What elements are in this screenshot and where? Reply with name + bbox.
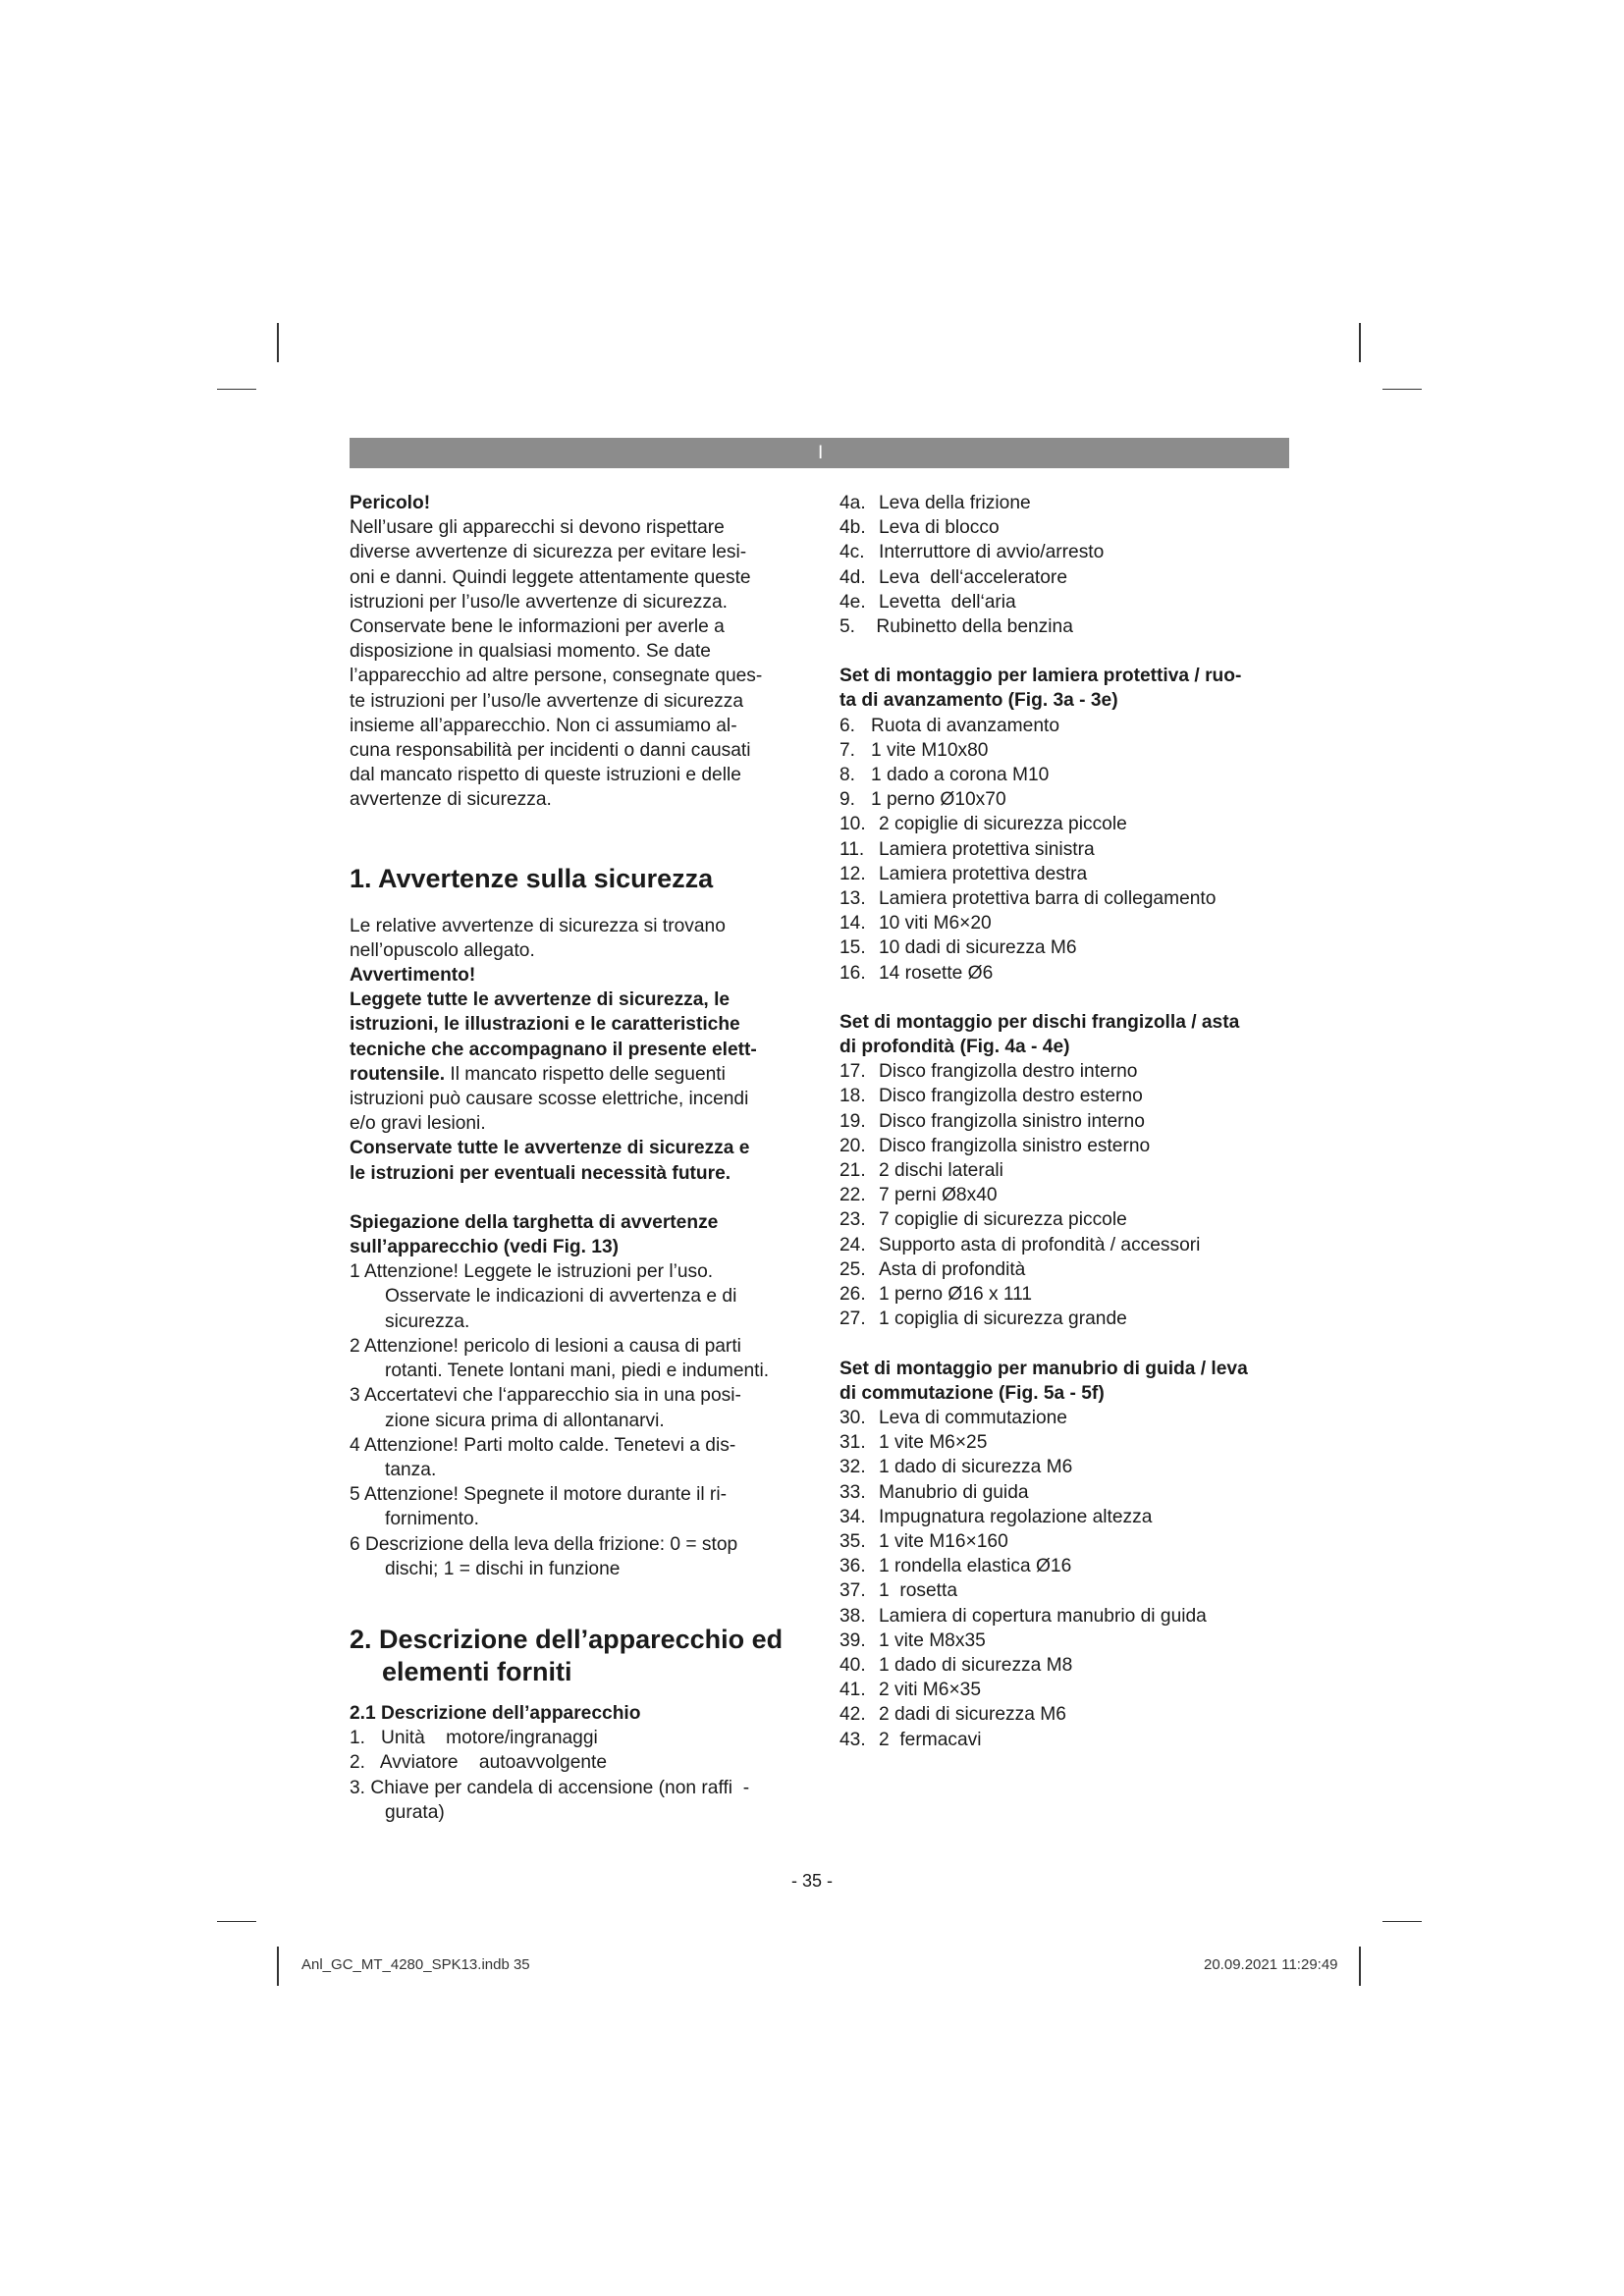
list-item-text: Lamiera protettiva barra di collegamento — [879, 888, 1217, 910]
list-item — [839, 1406, 1291, 1430]
list-item-text: Levetta dell‘aria — [879, 591, 1016, 613]
list-item — [350, 1726, 803, 1750]
list-item-text: 1 dado di sicurezza M6 — [879, 1457, 1073, 1478]
list-item-number: 6. — [839, 715, 856, 736]
list-item-text: Interruttore di avvio/arresto — [879, 542, 1105, 563]
file-name: Anl_GC_MT_4280_SPK13.indb 35 — [301, 1956, 530, 1973]
list-item-text: Lamiera protettiva destra — [879, 863, 1088, 884]
list-item-text: 1 perno Ø10x70 — [871, 789, 1006, 811]
list-item-number: 38. — [839, 1605, 866, 1627]
crop-mark — [217, 389, 256, 390]
list-item-text: 2 dadi di sicurezza M6 — [879, 1704, 1066, 1726]
list-item — [839, 491, 1291, 515]
list-item-continuation: sicurezza. — [385, 1310, 470, 1332]
list-item — [839, 1257, 1291, 1282]
text-line: tecniche che accompagnano il presente elett- — [350, 1039, 757, 1060]
list-item-number: 31. — [839, 1432, 866, 1454]
list-item-text: Asta di profondità — [879, 1258, 1026, 1280]
crop-mark — [217, 1921, 256, 1922]
warning-bold-text — [350, 988, 803, 1062]
list-item — [839, 1554, 1291, 1578]
heading-line: 2. Descrizione dell’apparecchio ed — [350, 1624, 784, 1654]
keep-instructions-text — [350, 1136, 803, 1185]
crop-mark — [1359, 323, 1361, 362]
list-item-number: 15. — [839, 937, 866, 959]
list-item-number: 43. — [839, 1729, 866, 1750]
list-item-text: Impugnatura regolazione altezza — [879, 1506, 1153, 1527]
list-item-number: 4b. — [839, 517, 866, 539]
list-item-number: 14. — [839, 913, 866, 934]
text-line: dal mancato rispetto di queste istruzioni e delle — [350, 765, 741, 786]
list-item-text: 14 rosette Ø6 — [879, 962, 994, 984]
text-line: disposizione in qualsiasi momento. Se date — [350, 641, 711, 663]
section-2-heading — [350, 1624, 803, 1688]
list-item-number: 23. — [839, 1209, 866, 1231]
list-item — [839, 787, 1291, 812]
list-item-text: 1 vite M6×25 — [879, 1432, 988, 1454]
text-line: l’apparecchio ad altre persone, consegnate ques- — [350, 666, 763, 687]
section-1-heading: 1. Avvertenze sulla sicurezza — [350, 863, 714, 893]
label-explanation-heading — [350, 1210, 803, 1259]
set-2-heading — [839, 1010, 1291, 1059]
warning-mixed-rest: Il mancato rispetto delle seguenti — [445, 1063, 726, 1085]
list-item-first-line: 5 Attenzione! Spegnete il motore durante il ri- — [350, 1484, 727, 1506]
list-item-number: 8. — [839, 765, 856, 786]
warning-mixed-bold: routensile. — [350, 1063, 446, 1085]
text-line: e/o gravi lesioni. — [350, 1113, 486, 1135]
list-item-number: 25. — [839, 1258, 866, 1280]
warning-normal-text — [350, 1087, 803, 1136]
list-item — [839, 763, 1291, 787]
set-1-list — [839, 714, 1291, 986]
set-1-heading — [839, 664, 1291, 713]
list-item — [839, 1653, 1291, 1678]
text-line: Conservate bene le informazioni per averle a — [350, 616, 725, 638]
list-item — [839, 1109, 1291, 1134]
list-item-text: Manubrio di guida — [879, 1481, 1029, 1503]
list-item-number: 37. — [839, 1580, 866, 1602]
language-code: I — [818, 443, 824, 463]
list-item-text: 10 dadi di sicurezza M6 — [879, 937, 1077, 959]
list-item-continuation: Osservate le indicazioni di avvertenza e di — [385, 1286, 737, 1308]
list-item-text: 10 viti M6×20 — [879, 913, 992, 934]
list-item — [839, 1134, 1291, 1158]
list-item — [839, 1059, 1291, 1084]
list-item-continuation: gurata) — [385, 1801, 445, 1823]
list-item-number: 30. — [839, 1407, 866, 1428]
set-2-list — [839, 1059, 1291, 1331]
list-item-first-line: 1 Attenzione! Leggete le istruzioni per l’uso. — [350, 1261, 714, 1283]
heading-line: elementi forniti — [382, 1656, 572, 1686]
text-line: insieme all’apparecchio. Non ci assumiamo al- — [350, 715, 737, 736]
list-item-number: 12. — [839, 863, 866, 884]
list-item — [839, 1233, 1291, 1257]
list-item-number: 26. — [839, 1284, 866, 1306]
text-line: oni e danni. Quindi leggete attentamente queste — [350, 566, 751, 588]
list-item — [350, 1433, 803, 1482]
text-line: istruzioni, le illustrazioni e le caratteristiche — [350, 1014, 740, 1036]
list-item-number: 11. — [839, 838, 865, 860]
list-item-first-line: 6 Descrizione della leva della frizione: 0 = stop — [350, 1533, 738, 1555]
list-item — [350, 1532, 803, 1581]
list-item-number: 19. — [839, 1110, 866, 1132]
crop-mark — [277, 323, 279, 362]
danger-text — [350, 515, 803, 812]
list-item — [839, 1678, 1291, 1702]
list-item — [350, 1334, 803, 1383]
list-item-number: 5. — [839, 616, 856, 638]
list-item-text: Lamiera di copertura manubrio di guida — [879, 1605, 1207, 1627]
list-item — [839, 1529, 1291, 1554]
list-item-text: Supporto asta di profondità / accessori — [879, 1234, 1201, 1255]
list-item — [839, 1578, 1291, 1603]
list-item-text: 1 dado a corona M10 — [871, 765, 1050, 786]
text-line: le istruzioni per eventuali necessità future. — [350, 1162, 731, 1184]
list-item-continuation: fornimento. — [385, 1509, 479, 1530]
heading-line: di profondità (Fig. 4a - 4e) — [839, 1037, 1070, 1058]
list-item-text: Leva della frizione — [879, 493, 1031, 513]
left-column — [350, 491, 803, 1825]
list-item-text: 2 fermacavi — [879, 1729, 982, 1750]
list-item-number: 33. — [839, 1481, 866, 1503]
controls-list — [839, 491, 1291, 639]
crop-mark — [277, 1947, 279, 1986]
list-item-text: Leva dell‘acceleratore — [879, 566, 1067, 588]
list-item — [839, 714, 1291, 738]
heading-line: sull’apparecchio (vedi Fig. 13) — [350, 1237, 620, 1258]
list-item-number: 4a. — [839, 493, 866, 513]
list-item-number: 39. — [839, 1629, 866, 1651]
list-item-text: 1 vite M10x80 — [871, 739, 989, 761]
heading-line: di commutazione (Fig. 5a - 5f) — [839, 1382, 1105, 1404]
list-item-text: 1 vite M16×160 — [879, 1530, 1008, 1552]
list-item-text: 1 dado di sicurezza M8 — [879, 1654, 1073, 1676]
heading-line: Set di montaggio per manubrio di guida / leva — [839, 1358, 1248, 1379]
list-item-number: 13. — [839, 888, 866, 910]
subsection-2-1-heading: 2.1 Descrizione dell’apparecchio — [350, 1702, 641, 1724]
list-item — [350, 1482, 803, 1531]
list-item — [839, 590, 1291, 614]
device-description-list — [350, 1726, 803, 1825]
list-item-number: 9. — [839, 789, 856, 811]
list-item — [839, 565, 1291, 590]
list-item — [839, 1728, 1291, 1752]
crop-mark — [1382, 389, 1422, 390]
list-item-number: 42. — [839, 1704, 866, 1726]
list-item — [839, 1480, 1291, 1505]
list-item-text: 1 vite M8x35 — [879, 1629, 986, 1651]
list-item — [839, 1505, 1291, 1529]
list-item-text: Leva di commutazione — [879, 1407, 1067, 1428]
text-line: diverse avvertenze di sicurezza per evitare lesi- — [350, 542, 747, 563]
label-explanation-list — [350, 1259, 803, 1581]
list-item — [839, 812, 1291, 836]
list-item-text: 2 dischi laterali — [879, 1160, 1003, 1182]
list-item-number: 34. — [839, 1506, 866, 1527]
text-line: avvertenze di sicurezza. — [350, 789, 552, 811]
list-item-number: 18. — [839, 1086, 866, 1107]
list-item — [839, 1629, 1291, 1653]
list-item — [839, 935, 1291, 960]
list-item-number: 4c. — [839, 542, 865, 563]
list-item-text: 7 copiglie di sicurezza piccole — [879, 1209, 1127, 1231]
list-item — [839, 862, 1291, 886]
text-line: cuna responsabilità per incidenti o danni causati — [350, 740, 751, 762]
list-item-text: Rubinetto della benzina — [871, 616, 1073, 638]
list-item — [839, 1430, 1291, 1455]
list-item-continuation: dischi; 1 = dischi in funzione — [385, 1558, 621, 1579]
list-item — [839, 1183, 1291, 1207]
list-item — [839, 540, 1291, 564]
list-item-number: 10. — [839, 814, 866, 835]
list-item-text: Disco frangizolla sinistro interno — [879, 1110, 1145, 1132]
list-item-first-line: 2 Attenzione! pericolo di lesioni a causa di parti — [350, 1335, 741, 1357]
section-1-intro — [350, 914, 803, 963]
list-item-number: 35. — [839, 1530, 866, 1552]
list-item — [839, 614, 1291, 639]
list-item — [839, 1084, 1291, 1108]
print-date-time: 20.09.2021 11:29:49 — [1204, 1956, 1338, 1973]
list-item-text: Disco frangizolla sinistro esterno — [879, 1135, 1151, 1156]
list-item-text: 2 copiglie di sicurezza piccole — [879, 814, 1127, 835]
right-column — [839, 491, 1291, 1752]
list-item-continuation: zione sicura prima di allontanarvi. — [385, 1410, 665, 1431]
list-item — [839, 1207, 1291, 1232]
list-item — [839, 515, 1291, 540]
list-item — [350, 1776, 803, 1825]
list-item-number: 41. — [839, 1680, 866, 1701]
list-item — [839, 1604, 1291, 1629]
list-item-number: 40. — [839, 1654, 866, 1676]
list-item-first-line: 1. Unità motore/ingranaggi — [350, 1728, 598, 1749]
list-item-number: 20. — [839, 1135, 866, 1156]
text-line: te istruzioni per l’uso/le avvertenze di sicurezza — [350, 690, 743, 712]
heading-line: ta di avanzamento (Fig. 3a - 3e) — [839, 690, 1118, 712]
list-item — [839, 1282, 1291, 1307]
heading-line: Spiegazione della targhetta di avvertenze — [350, 1211, 719, 1233]
list-item — [839, 961, 1291, 986]
list-item-number: 27. — [839, 1308, 866, 1330]
list-item-number: 17. — [839, 1061, 866, 1083]
set-3-list — [839, 1406, 1291, 1752]
text-line: Le relative avvertenze di sicurezza si trovano — [350, 915, 726, 936]
list-item — [839, 837, 1291, 862]
list-item-text: Disco frangizolla destro interno — [879, 1061, 1138, 1083]
list-item-number: 4e. — [839, 591, 866, 613]
list-item-number: 4d. — [839, 566, 866, 588]
heading-line: Set di montaggio per lamiera protettiva / ruo- — [839, 666, 1242, 687]
text-line: istruzioni per l’uso/le avvertenze di sicurezza. — [350, 591, 728, 613]
list-item — [839, 1455, 1291, 1479]
set-3-heading — [839, 1357, 1291, 1406]
list-item-text: 7 perni Ø8x40 — [879, 1185, 998, 1206]
list-item — [839, 738, 1291, 763]
list-item-text: Lamiera protettiva sinistra — [879, 838, 1095, 860]
text-line: Leggete tutte le avvertenze di sicurezza, le — [350, 989, 731, 1011]
list-item-number: 36. — [839, 1556, 866, 1577]
list-item-first-line: 2. Avviatore autoavvolgente — [350, 1752, 608, 1774]
list-item-text: Leva di blocco — [879, 517, 1000, 539]
list-item-text: Disco frangizolla destro esterno — [879, 1086, 1143, 1107]
list-item-number: 24. — [839, 1234, 866, 1255]
list-item-continuation: tanza. — [385, 1459, 437, 1480]
list-item-first-line: 3 Accertatevi che l‘apparecchio sia in una posi- — [350, 1385, 741, 1407]
list-item — [839, 911, 1291, 935]
list-item-number: 32. — [839, 1457, 866, 1478]
heading-line: Set di montaggio per dischi frangizolla / asta — [839, 1011, 1240, 1033]
danger-title: Pericolo! — [350, 493, 431, 513]
page-number: - 35 - — [790, 1871, 833, 1891]
list-item-text: 1 rosetta — [879, 1580, 957, 1602]
list-item-text: Ruota di avanzamento — [871, 715, 1059, 736]
list-item-number: 16. — [839, 962, 866, 984]
list-item — [839, 1702, 1291, 1727]
crop-mark — [1359, 1947, 1361, 1986]
list-item-text: 2 viti M6×35 — [879, 1680, 981, 1701]
list-item — [350, 1259, 803, 1334]
list-item — [350, 1383, 803, 1432]
list-item-number: 21. — [839, 1160, 866, 1182]
list-item — [839, 1158, 1291, 1183]
warning-mixed-line — [350, 1062, 803, 1087]
text-line: nell’opuscolo allegato. — [350, 939, 535, 961]
list-item — [839, 886, 1291, 911]
text-line: Nell’usare gli apparecchi si devono rispettare — [350, 517, 725, 539]
list-item-number: 22. — [839, 1185, 866, 1206]
text-line: istruzioni può causare scosse elettriche, incendi — [350, 1089, 749, 1110]
list-item-number: 7. — [839, 739, 856, 761]
language-header-bar — [350, 438, 1289, 468]
list-item-text: 1 perno Ø16 x 111 — [879, 1284, 1033, 1306]
text-line: Conservate tutte le avvertenze di sicurezza e — [350, 1138, 750, 1159]
list-item-text: 1 copiglia di sicurezza grande — [879, 1308, 1127, 1330]
list-item-text: 1 rondella elastica Ø16 — [879, 1556, 1072, 1577]
list-item-first-line: 4 Attenzione! Parti molto calde. Tenetevi a dis- — [350, 1434, 736, 1456]
list-item-first-line: 3. Chiave per candela di accensione (non raffi - — [350, 1777, 750, 1798]
crop-mark — [1382, 1921, 1422, 1922]
warning-title: Avvertimento! — [350, 965, 476, 987]
list-item-continuation: rotanti. Tenete lontani mani, piedi e indumenti. — [385, 1361, 770, 1382]
list-item — [839, 1307, 1291, 1331]
list-item — [350, 1750, 803, 1775]
